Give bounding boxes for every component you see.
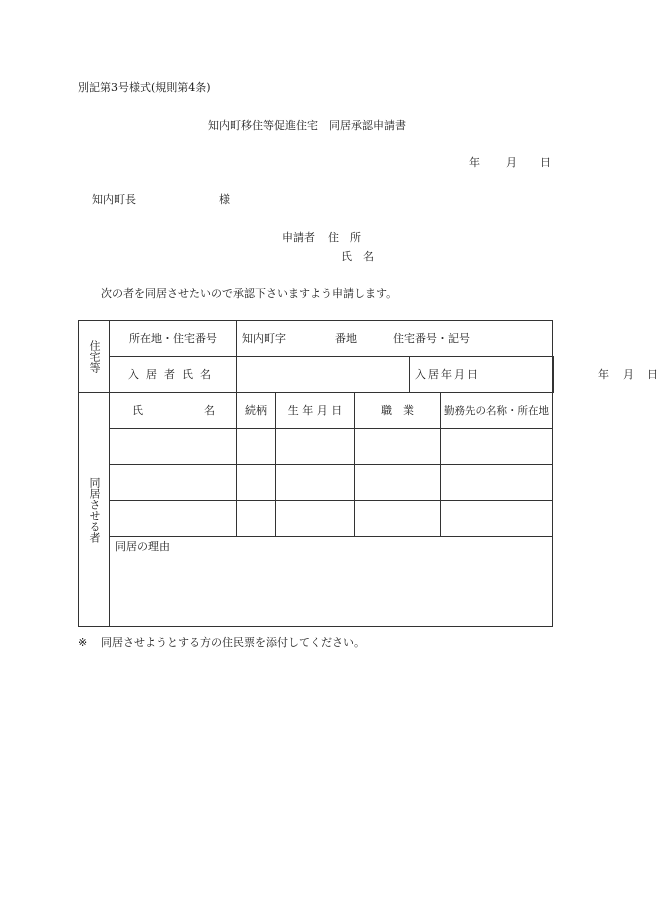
- col-header-relation: 続柄: [237, 393, 276, 429]
- col-header-occupation: 職 業: [355, 393, 441, 429]
- col-header-name-2: 名: [204, 404, 215, 417]
- move-in-day-label: 日: [647, 368, 658, 381]
- reason-label: 同居の理由: [115, 540, 170, 553]
- cohabitant-birthdate-field[interactable]: [276, 465, 355, 501]
- request-statement: 次の者を同居させたいので承認下さいますよう申請します。: [101, 287, 398, 300]
- location-row: [79, 321, 554, 357]
- cohabitant-name-field[interactable]: [110, 465, 237, 501]
- move-in-month-label: 月: [623, 368, 634, 381]
- form-title: 知内町移住等促進住宅 同居承認申請書: [208, 119, 406, 132]
- reason-row: [79, 537, 554, 627]
- reason-field[interactable]: [110, 537, 553, 627]
- col-header-birthdate: 生 年 月 日: [276, 393, 355, 429]
- cohabitant-occupation-field[interactable]: [355, 465, 441, 501]
- date-year-label: 年: [469, 156, 480, 169]
- table-row: [79, 501, 554, 537]
- housing-side-cell: [79, 321, 110, 393]
- resident-row: [79, 357, 554, 393]
- move-in-year-label: 年: [598, 368, 609, 381]
- addressee-suffix: 様: [219, 193, 230, 206]
- applicant-address-label: 住 所: [328, 231, 361, 244]
- cohabitant-header-row: [79, 393, 554, 429]
- addressee: 知内町長: [92, 193, 136, 206]
- applicant-label: 申請者: [282, 231, 315, 244]
- col-header-name: [110, 393, 237, 429]
- applicant-name-label: 氏 名: [341, 250, 374, 263]
- resident-name-label: 入居者氏名: [110, 357, 237, 393]
- cohabitant-occupation-field[interactable]: [355, 429, 441, 465]
- form-reference: 別記第3号様式(規則第4条): [78, 81, 211, 94]
- cohabitation-form-table: [78, 320, 658, 627]
- cohabitant-birthdate-field[interactable]: [276, 501, 355, 537]
- col-header-workplace: 勤務先の名称・所在地: [441, 393, 553, 429]
- cohabitant-relation-field[interactable]: [237, 465, 276, 501]
- table-row: [79, 465, 554, 501]
- cohabitant-relation-field[interactable]: [237, 501, 276, 537]
- cohabitant-workplace-field[interactable]: [441, 429, 553, 465]
- cohabitant-occupation-field[interactable]: [355, 501, 441, 537]
- table-row: [79, 429, 554, 465]
- cohabitant-birthdate-field[interactable]: [276, 429, 355, 465]
- cohabit-side-cell: [79, 393, 110, 627]
- location-town-text: 知内町字: [242, 332, 286, 345]
- move-in-date-field[interactable]: [553, 357, 658, 393]
- location-value-cell[interactable]: [237, 321, 553, 357]
- cohabitant-workplace-field[interactable]: [441, 465, 553, 501]
- date-month-label: 月: [506, 156, 517, 169]
- housing-side-label: 住宅等: [88, 340, 101, 373]
- move-in-date-label: 入居年月日: [410, 357, 553, 393]
- house-number-label: 住宅番号・記号: [393, 332, 470, 345]
- resident-name-field[interactable]: [237, 357, 410, 393]
- cohabitant-workplace-field[interactable]: [441, 501, 553, 537]
- cohabitant-relation-field[interactable]: [237, 429, 276, 465]
- attachment-note: 同居させようとする方の住民票を添付してください。: [101, 636, 365, 649]
- note-mark: ※: [78, 636, 88, 649]
- cohabitant-name-field[interactable]: [110, 429, 237, 465]
- date-day-label: 日: [540, 156, 551, 169]
- location-label: 所在地・住宅番号: [110, 321, 237, 357]
- location-banchi-text: 番地: [335, 332, 357, 345]
- col-header-name-1: 氏: [132, 404, 143, 417]
- cohabitant-name-field[interactable]: [110, 501, 237, 537]
- cohabit-side-label: 同居させる者: [88, 476, 101, 543]
